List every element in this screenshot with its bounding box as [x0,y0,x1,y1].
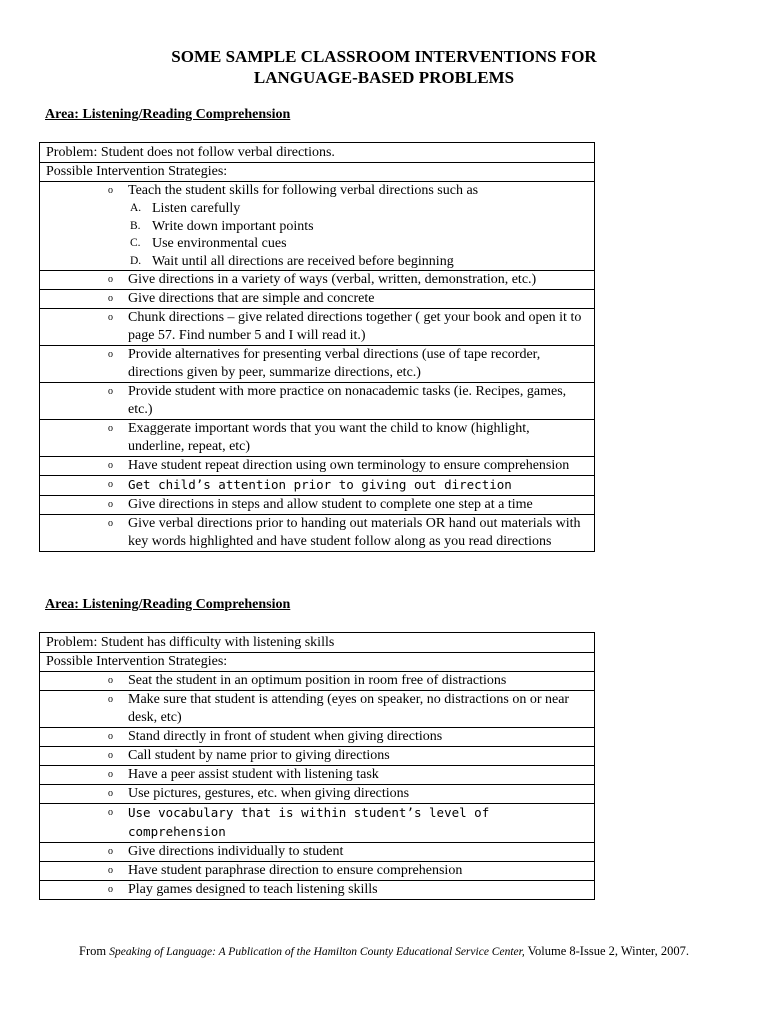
strategies-label-row: Possible Intervention Strategies: [40,162,594,181]
intervention-table-1 [39,142,595,552]
strategy-row: o Get child’s attention prior to giving out direction [40,475,594,495]
bullet-icon: o [108,386,113,397]
strategy-row: o Seat the student in an optimum position in room free of distractions [40,671,594,690]
area-heading-2: Area: Listening/Reading Comprehension [45,597,291,612]
bullet-icon: o [108,479,113,490]
bullet-icon: o [108,675,113,686]
bullet-icon: o [108,769,113,780]
bullet-icon: o [108,499,113,510]
strategy-row: o Provide student with more practice on nonacademic tasks (ie. Recipes, games, etc.) [40,382,594,419]
strategy-row: o Have student repeat direction using own terminology to ensure comprehension [40,456,594,475]
bullet-icon: o [108,884,113,895]
footer-publication: Speaking of Language: A Publication of the Hamilton County Educational Service Center, [109,946,525,958]
title-line-2: LANGUAGE-BASED PROBLEMS [253,68,515,87]
bullet-icon: o [108,807,113,818]
strategy-row: o Use pictures, gestures, etc. when giving directions [40,784,594,803]
sub-list-item: B. Write down important points [130,218,314,234]
sub-list-item: A. Listen carefully [130,201,241,216]
title-line-1: SOME SAMPLE CLASSROOM INTERVENTIONS FOR [171,47,597,66]
bullet-icon: o [108,788,113,799]
sub-list-item: D. Wait until all directions are received before beginning [130,253,454,269]
strategy-row: o Provide alternatives for presenting verbal directions (use of tape recorder, directions given by peer, summarize directions, etc.) [40,345,594,382]
strategy-row: o Make sure that student is attending (eyes on speaker, no distractions on or near desk, etc) [40,690,594,727]
strategy-row: o Call student by name prior to giving directions [40,746,594,765]
bullet-icon: o [108,518,113,529]
strategy-row: o Give verbal directions prior to handing out materials OR hand out materials with key words highlighted and have student follow along as you read directions [40,514,594,551]
footer-prefix: From [79,944,110,958]
problem-row: Problem: Student has difficulty with listening skills [46,635,335,650]
problem-row: Problem: Student does not follow verbal directions. [46,145,335,160]
bullet-icon: o [108,423,113,434]
sub-list-item: C. Use environmental cues [130,236,287,251]
strategy-row: o Play games designed to teach listening skills [40,880,594,899]
strategy-row: o Give directions in steps and allow student to complete one step at a time [40,495,594,514]
strategy-row: o Give directions in a variety of ways (verbal, written, demonstration, etc.) [40,270,594,289]
strategy-row: o Exaggerate important words that you want the child to know (highlight, underline, repeat, etc) [40,419,594,456]
strategy-row: o Use vocabulary that is within student’s level of comprehension [40,803,594,842]
strategy-row: o Have a peer assist student with listening task [40,765,594,784]
footer-suffix: Volume 8-Issue 2, Winter, 2007. [524,944,689,958]
bullet-icon: o [108,185,113,196]
strategy-row: o Stand directly in front of student when giving directions [40,727,594,746]
bullet-icon: o [108,865,113,876]
intervention-table-2 [39,632,595,900]
bullet-icon: o [108,293,113,304]
document-title [0,46,768,88]
bullet-icon: o [108,750,113,761]
bullet-icon: o [108,312,113,323]
bullet-icon: o [108,274,113,285]
bullet-icon: o [108,731,113,742]
citation-footer [0,944,768,959]
area-heading-1: Area: Listening/Reading Comprehension [45,107,291,122]
sub-list [128,200,588,270]
bullet-icon: o [108,349,113,360]
strategy-text: Teach the student skills for following verbal directions such as [128,183,479,198]
strategy-row: o Give directions individually to student [40,842,594,861]
bullet-icon: o [108,846,113,857]
strategy-row: o Chunk directions – give related directions together ( get your book and open it to page 57. Find number 5 and I will read it.) [40,308,594,345]
bullet-icon: o [108,694,113,705]
bullet-icon: o [108,460,113,471]
strategy-row: o Give directions that are simple and concrete [40,289,594,308]
strategy-row: o Have student paraphrase direction to ensure comprehension [40,861,594,880]
strategy-row [40,181,594,270]
strategies-label-row: Possible Intervention Strategies: [40,652,594,671]
